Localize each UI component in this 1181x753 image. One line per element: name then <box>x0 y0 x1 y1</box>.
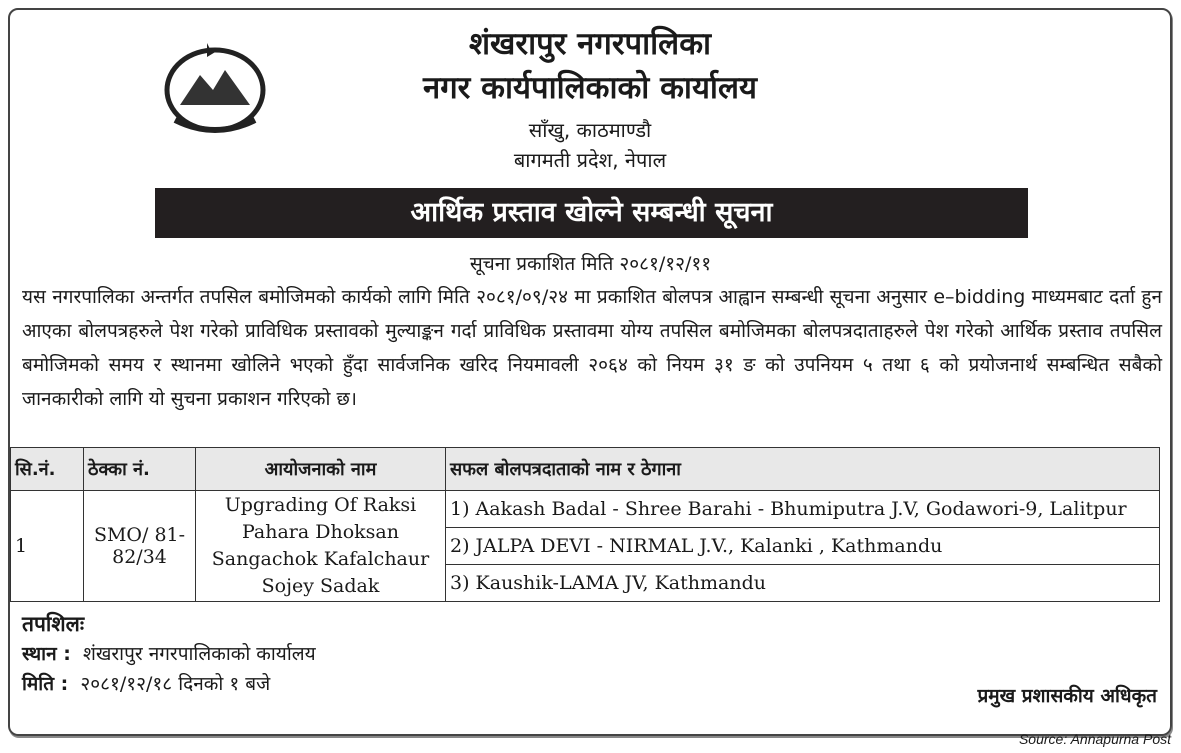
notice-title: आर्थिक प्रस्ताव खोल्ने सम्बन्धी सूचना <box>155 188 1028 238</box>
place-value: शंखरापुर नगरपालिकाको कार्यालय <box>82 643 316 665</box>
signatory: प्रमुख प्रशासकीय अधिकृत <box>977 685 1157 707</box>
bidder-1: 1) Aakash Badal - Shree Barahi - Bhumiputra J.V, Godawori-9, Lalitpur <box>446 491 1160 528</box>
office-title: नगर कार्यपालिकाको कार्यालय <box>423 70 757 106</box>
details-heading: तपशिलः <box>22 612 85 636</box>
cell-sn: 1 <box>11 491 84 602</box>
col-sn: सि.नं. <box>11 448 84 491</box>
notice-body: यस नगरपालिका अन्तर्गत तपसिल बमोजिमको कार्यको लागि मिति २०८१/०९/२४ मा प्रकाशित बोलपत्र आह्वान सम्बन्धी सूचना अनुसार e–bidding माध्यमबाट दर्ता हुन आएका बोलपत्रहरुले पेश गरेको प्राविधिक प्रस्तावको मुल्याङ्कन गर्दा प्राविधिक प्रस्तावमा योग्य तपसिल बमोजिमका बोलपत्रदाताहरुले पेश गरेको आर्थिक प्रस्ताव तपसिल बमोजिमको समय र स्थानमा खोलिने भएको हुँदा सार्वजनिक खरिद नियमावली २०६४ को नियम ३१ ङ को उपनियम ५ तथा ६ को प्रयोजनार्थ सम्बन्धित सबैको जानकारीको लागि यो सुचना प्रकाशन गरिएको छ। <box>22 286 1162 410</box>
place-label: स्थान : <box>22 643 71 665</box>
bid-table <box>10 447 1160 602</box>
table-row <box>11 491 1160 528</box>
nepal-emblem-icon <box>155 35 275 140</box>
cell-contract: SMO/ 81-82/34 <box>84 491 196 602</box>
cell-project: Upgrading Of Raksi Pahara Dhoksan Sangachok Kafalchaur Sojey Sadak <box>196 491 446 602</box>
table-header <box>11 448 1160 491</box>
date-label: मिति : <box>22 673 69 695</box>
col-contract: ठेक्का नं. <box>84 448 196 491</box>
bidder-2: 2) JALPA DEVI - NIRMAL J.V., Kalanki , Kathmandu <box>446 528 1160 565</box>
address-line-1: साँखु, काठमाण्डौ <box>528 118 652 142</box>
date-value: २०८१/१२/१८ दिनको १ बजे <box>80 673 271 695</box>
municipality-title: शंखरापुर नगरपालिका <box>468 26 712 62</box>
address-line-2: बागमती प्रदेश, नेपाल <box>513 148 667 172</box>
col-bidder: सफल बोलपत्रदाताको नाम र ठेगाना <box>446 448 1160 491</box>
source-credit: Source: Annapurna Post <box>1018 731 1171 747</box>
col-project: आयोजनाको नाम <box>196 448 446 491</box>
published-date: सूचना प्रकाशित मिति २०८१/१२/११ <box>469 253 712 275</box>
bidder-3: 3) Kaushik-LAMA JV, Kathmandu <box>446 565 1160 602</box>
